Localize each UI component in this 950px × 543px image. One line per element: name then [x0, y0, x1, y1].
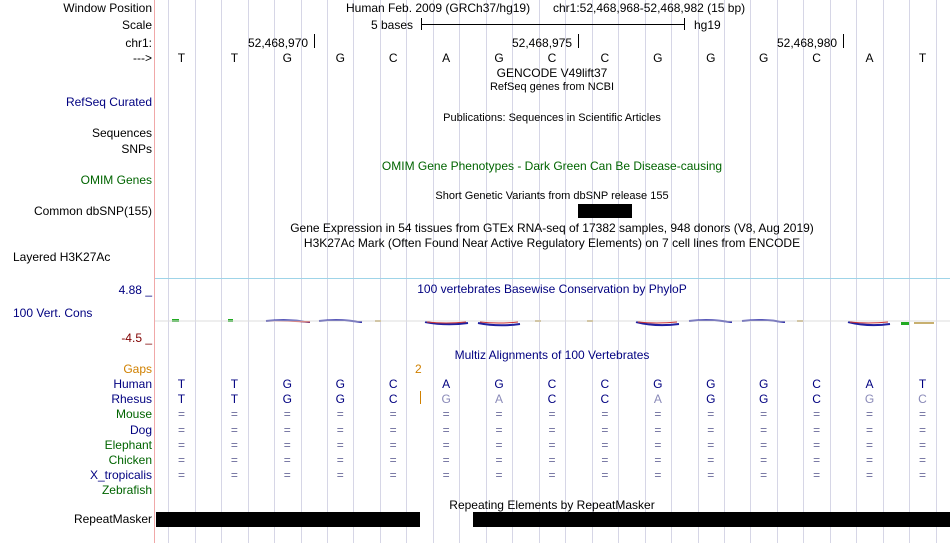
species-label-elephant[interactable]: Elephant: [104, 438, 152, 452]
alignment-base: C: [547, 392, 557, 406]
alignment-base: G: [759, 377, 769, 391]
alignment-base: =: [495, 407, 503, 421]
species-label-mouse[interactable]: Mouse: [115, 407, 152, 421]
alignment-base: =: [654, 438, 662, 452]
reference-base: G: [706, 51, 716, 65]
alignment-base: =: [389, 468, 397, 482]
vert-cons-label[interactable]: 100 Vert. Cons: [13, 306, 93, 320]
alignment-base: G: [441, 392, 451, 406]
species-label-rhesus[interactable]: Rhesus: [111, 392, 152, 406]
phylop-track-title[interactable]: 100 vertebrates Basewise Conservation by PhyloP: [417, 282, 687, 296]
repeat-element-block-2[interactable]: [473, 512, 950, 527]
alignment-base: =: [866, 438, 874, 452]
common-dbsnp-label[interactable]: Common dbSNP(155): [33, 204, 152, 218]
alignment-base: =: [495, 438, 503, 452]
alignment-base: =: [548, 423, 556, 437]
species-label-x_tropicalis[interactable]: X_tropicalis: [89, 468, 152, 482]
conservation-min-label: -4.5 _: [121, 331, 152, 345]
species-label-zebrafish[interactable]: Zebrafish: [101, 483, 152, 497]
alignment-base: =: [336, 438, 344, 452]
alignment-base: =: [601, 423, 609, 437]
alignment-base: =: [495, 453, 503, 467]
reference-base: G: [759, 51, 769, 65]
alignment-base: G: [864, 392, 875, 406]
alignment-base: G: [335, 377, 345, 391]
alignment-base: =: [918, 423, 926, 437]
alignment-base: =: [866, 423, 874, 437]
repeatmasker-label[interactable]: RepeatMasker: [73, 512, 152, 526]
conservation-max-label: 4.88 _: [118, 283, 152, 297]
alignment-base: =: [918, 453, 926, 467]
alignment-base: =: [177, 453, 185, 467]
alignment-base: =: [336, 423, 344, 437]
alignment-base: =: [918, 438, 926, 452]
alignment-base: C: [600, 377, 610, 391]
alignment-base: A: [865, 377, 874, 391]
gtex-track-title[interactable]: Gene Expression in 54 tissues from GTEx RNA-seq of 17382 samples, 948 donors (V8, Aug 2019): [290, 221, 814, 235]
alignment-base: =: [707, 438, 715, 452]
alignment-base: G: [494, 377, 504, 391]
refseq-track-title[interactable]: RefSeq genes from NCBI: [489, 81, 615, 93]
alignment-base: T: [177, 392, 186, 406]
alignment-base: =: [442, 407, 450, 421]
alignment-base: G: [706, 377, 716, 391]
alignment-base: =: [760, 438, 768, 452]
alignment-base: =: [230, 407, 238, 421]
reference-base: C: [812, 51, 821, 65]
alignment-base: =: [442, 423, 450, 437]
alignment-base: =: [760, 468, 768, 482]
species-label-chicken[interactable]: Chicken: [108, 453, 152, 467]
alignment-base: =: [707, 423, 715, 437]
alignment-base: =: [654, 468, 662, 482]
omim-phenotypes-title[interactable]: OMIM Gene Phenotypes - Dark Green Can Be Disease-causing: [381, 159, 723, 173]
reference-base: T: [918, 51, 927, 65]
alignment-base: T: [230, 377, 239, 391]
alignment-base: =: [177, 423, 185, 437]
scale-db-label: hg19: [694, 18, 721, 32]
alignment-base: =: [336, 468, 344, 482]
alignment-base: =: [760, 423, 768, 437]
alignment-base: =: [283, 407, 291, 421]
alignment-base: =: [336, 453, 344, 467]
alignment-base: =: [866, 468, 874, 482]
alignment-base: A: [495, 392, 504, 406]
alignment-base: =: [389, 407, 397, 421]
alignment-base: =: [813, 407, 821, 421]
reference-base: A: [442, 51, 451, 65]
alignment-base: =: [548, 438, 556, 452]
alignment-base: =: [177, 438, 185, 452]
h3k27ac-track-title[interactable]: H3K27Ac Mark (Often Found Near Active Regulatory Elements) on 7 cell lines from ENCODE: [303, 236, 801, 250]
alignment-base: =: [389, 438, 397, 452]
reference-base: G: [335, 51, 345, 65]
alignment-base: T: [177, 377, 186, 391]
alignment-base: =: [283, 423, 291, 437]
coord-label-1: 52,468,970: [248, 36, 309, 50]
coord-label-3: 52,468,980: [777, 36, 838, 50]
reference-base: A: [865, 51, 874, 65]
layered-h3k27ac-label[interactable]: Layered H3K27Ac: [13, 250, 111, 264]
alignment-base: =: [230, 438, 238, 452]
alignment-base: =: [283, 468, 291, 482]
alignment-base: C: [547, 377, 557, 391]
alignment-base: =: [230, 423, 238, 437]
window-position-label: Window Position: [63, 1, 152, 15]
alignment-base: =: [866, 453, 874, 467]
gencode-track-title[interactable]: GENCODE V49lift37: [496, 66, 608, 80]
rhesus-gap-marker: [420, 391, 421, 404]
scale-label: Scale: [121, 18, 152, 32]
sequences-label[interactable]: Sequences: [91, 126, 152, 140]
chrom-label: chr1:: [125, 36, 152, 50]
alignment-base: T: [918, 377, 927, 391]
reference-base: G: [653, 51, 663, 65]
alignment-base: =: [813, 453, 821, 467]
refseq-curated-label[interactable]: RefSeq Curated: [65, 95, 152, 109]
alignment-base: =: [918, 407, 926, 421]
alignment-base: C: [388, 377, 398, 391]
alignment-base: G: [282, 377, 292, 391]
alignment-base: =: [548, 453, 556, 467]
alignment-base: C: [812, 392, 821, 406]
publications-track-title[interactable]: Publications: Sequences in Scientific Articles: [443, 112, 661, 124]
alignment-base: =: [336, 407, 344, 421]
multiz-track-title[interactable]: Multiz Alignments of 100 Vertebrates: [454, 348, 650, 362]
alignment-base: =: [548, 468, 556, 482]
alignment-base: C: [600, 392, 610, 406]
alignment-base: A: [653, 392, 662, 406]
alignment-base: G: [653, 377, 663, 391]
alignment-base: C: [388, 392, 398, 406]
alignment-base: =: [707, 468, 715, 482]
reference-base: G: [494, 51, 504, 65]
alignment-base: =: [707, 453, 715, 467]
alignment-base: =: [230, 453, 238, 467]
scale-text: 5 bases: [371, 18, 414, 32]
alignment-base: =: [707, 407, 715, 421]
alignment-base: =: [654, 407, 662, 421]
alignment-base: =: [283, 453, 291, 467]
position-label: chr1:52,468,968-52,468,982 (15 bp): [553, 1, 746, 15]
alignment-base: =: [177, 468, 185, 482]
alignment-base: =: [495, 423, 503, 437]
alignment-base: C: [918, 392, 927, 406]
coord-label-2: 52,468,975: [512, 36, 573, 50]
gap-count: 2: [415, 362, 422, 376]
alignment-base: G: [282, 392, 292, 406]
alignment-base: =: [177, 407, 185, 421]
alignment-base: =: [813, 468, 821, 482]
alignment-base: G: [759, 392, 769, 406]
alignment-base: =: [442, 453, 450, 467]
alignment-base: =: [442, 438, 450, 452]
reference-base: C: [388, 51, 398, 65]
reference-base: T: [177, 51, 186, 65]
alignment-base: =: [866, 407, 874, 421]
repeat-element-block-1[interactable]: [156, 512, 420, 527]
alignment-base: =: [654, 453, 662, 467]
reference-base: G: [282, 51, 292, 65]
alignment-base: =: [389, 453, 397, 467]
species-label-dog[interactable]: Dog: [129, 423, 152, 437]
alignment-base: =: [760, 407, 768, 421]
alignment-base: =: [442, 468, 450, 482]
alignment-base: =: [283, 438, 291, 452]
snps-label[interactable]: SNPs: [121, 142, 152, 156]
alignment-base: T: [230, 392, 239, 406]
alignment-base: =: [918, 468, 926, 482]
alignment-base: =: [760, 453, 768, 467]
reference-base: C: [547, 51, 557, 65]
assembly-label: Human Feb. 2009 (GRCh37/hg19): [346, 1, 531, 15]
alignment-base: =: [813, 438, 821, 452]
gaps-label[interactable]: Gaps: [123, 362, 152, 376]
alignment-base: =: [495, 468, 503, 482]
repeatmasker-track-title[interactable]: Repeating Elements by RepeatMasker: [449, 498, 655, 512]
alignment-base: =: [548, 407, 556, 421]
alignment-base: =: [813, 423, 821, 437]
omim-genes-label[interactable]: OMIM Genes: [80, 173, 152, 187]
alignment-base: =: [601, 438, 609, 452]
alignment-base: =: [230, 468, 238, 482]
reference-base: C: [600, 51, 610, 65]
strand-label: --->: [133, 51, 152, 65]
alignment-base: =: [601, 453, 609, 467]
alignment-base: =: [389, 423, 397, 437]
alignment-base: G: [335, 392, 345, 406]
alignment-base: G: [706, 392, 716, 406]
alignment-base: =: [601, 407, 609, 421]
species-label-human[interactable]: Human: [113, 377, 152, 391]
dbsnp-track-title[interactable]: Short Genetic Variants from dbSNP release 155: [435, 190, 669, 202]
alignment-base: =: [601, 468, 609, 482]
alignment-base: A: [442, 377, 451, 391]
alignment-base: =: [654, 423, 662, 437]
reference-base: T: [230, 51, 239, 65]
alignment-base: C: [812, 377, 821, 391]
